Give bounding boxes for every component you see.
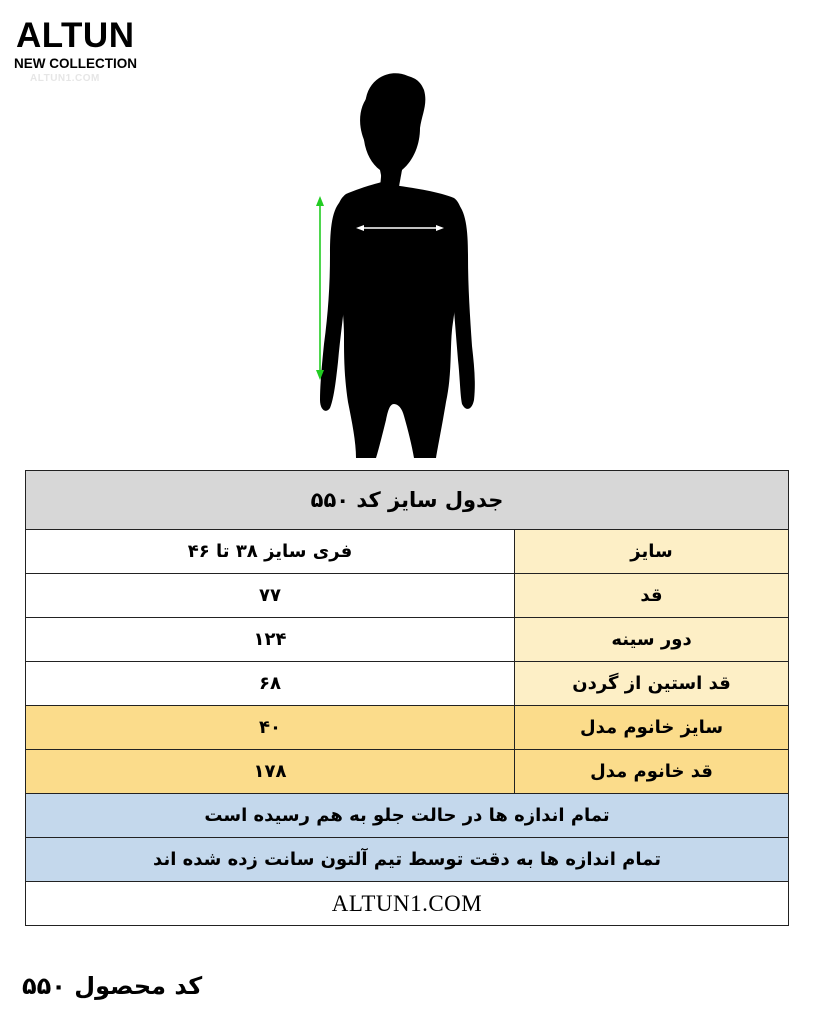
table-row <box>26 662 789 706</box>
brand-website: ALTUN1.COM <box>30 73 100 84</box>
model-size-value: ۴۰ <box>26 706 515 750</box>
table-row <box>26 530 789 574</box>
table-title: جدول سایز کد ۵۵۰ <box>26 471 789 530</box>
size-label: سایز <box>515 530 789 574</box>
table-row <box>26 750 789 794</box>
note-front-closed: تمام اندازه ها در حالت جلو به هم رسیده است <box>26 794 789 838</box>
model-size-label: سایز خانوم مدل <box>515 706 789 750</box>
product-code-label: کد محصول ۵۵۰ <box>22 972 203 1000</box>
brand-logo <box>14 18 159 85</box>
length-value: ۷۷ <box>26 574 515 618</box>
sleeve-label: قد استین از گردن <box>515 662 789 706</box>
table-row <box>26 706 789 750</box>
model-height-label: قد خانوم مدل <box>515 750 789 794</box>
table-note-row <box>26 794 789 838</box>
chest-value: ۱۲۴ <box>26 618 515 662</box>
sleeve-value: ۶۸ <box>26 662 515 706</box>
table-row <box>26 574 789 618</box>
size-chart-table <box>25 470 789 926</box>
table-title-row <box>26 471 789 530</box>
woman-silhouette-icon <box>290 58 520 468</box>
table-website-row <box>26 882 789 926</box>
website-text: ALTUN1.COM <box>26 882 789 926</box>
chest-label: دور سینه <box>515 618 789 662</box>
size-value: فری سایز ۳۸ تا ۴۶ <box>26 530 515 574</box>
table-note-row <box>26 838 789 882</box>
model-height-value: ۱۷۸ <box>26 750 515 794</box>
table-row <box>26 618 789 662</box>
length-label: قد <box>515 574 789 618</box>
brand-tagline: NEW COLLECTION <box>14 56 137 71</box>
note-measured-by-team: تمام اندازه ها به دقت توسط تیم آلتون سانت زده شده اند <box>26 838 789 882</box>
brand-name: ALTUN <box>16 16 135 55</box>
